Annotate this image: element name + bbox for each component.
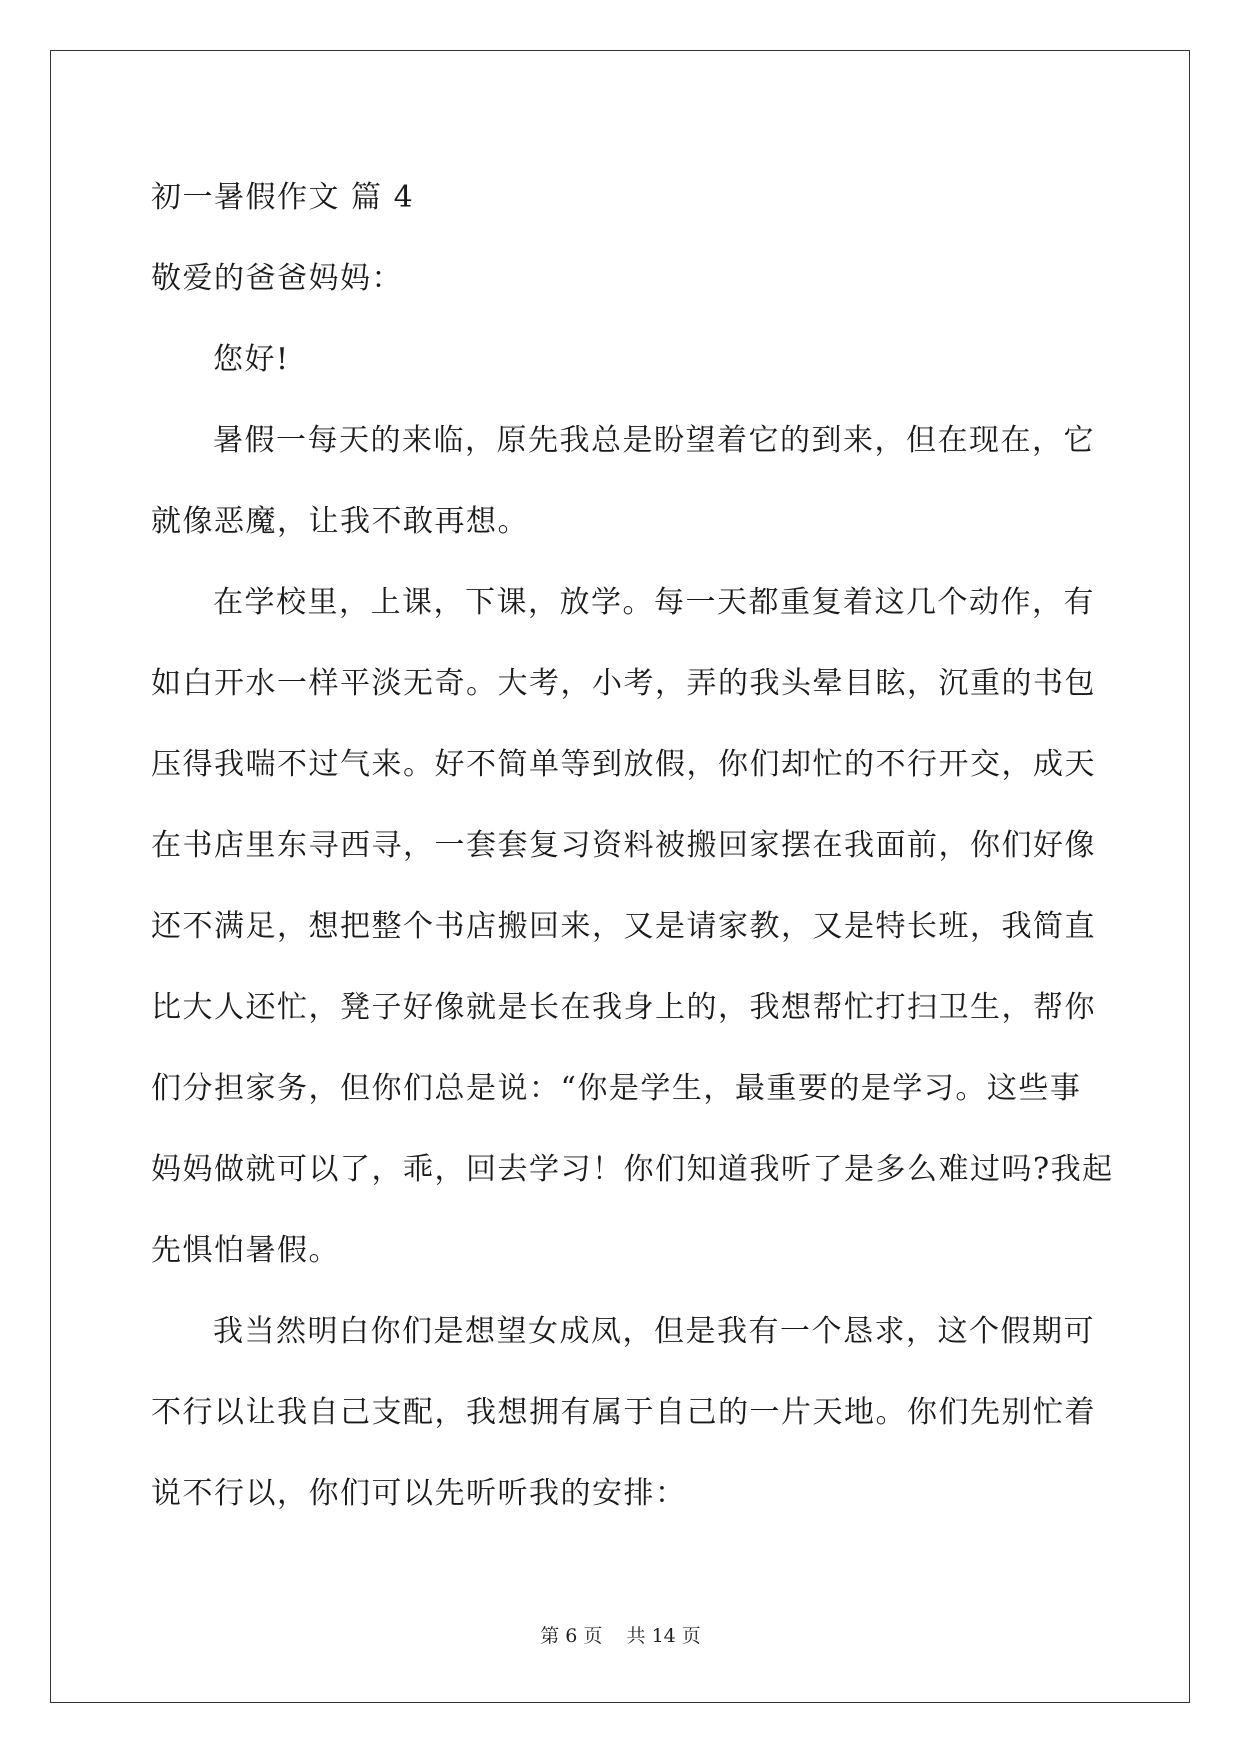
text-line: 说不行以，你们可以先听听我的安排： — [151, 1476, 687, 1511]
paragraph-3 — [151, 1302, 1096, 1524]
text-line: 暑假一每天的来临，原先我总是盼望着它的到来，但在现在，它 — [213, 423, 1095, 458]
paragraph-1 — [151, 411, 1095, 552]
greeting: 您好! — [213, 342, 290, 377]
essay-title: 初一暑假作文 篇 4 — [151, 180, 415, 215]
text-line: 比大人还忙，凳子好像就是长在我身上的，我想帮忙打扫卫生，帮你 — [151, 990, 1096, 1025]
page-number-footer: 第 6 页 共 14 页 — [540, 1625, 701, 1647]
text-line: 如白开水一样平淡无奇。大考，小考，弄的我头晕目眩，沉重的书包 — [151, 666, 1096, 701]
text-line: 不行以让我自己支配，我想拥有属于自己的一片天地。你们先别忙着 — [151, 1395, 1096, 1430]
text-line: 压得我喘不过气来。好不简单等到放假，你们却忙的不行开交，成天 — [151, 747, 1096, 782]
document-body — [151, 168, 1114, 1524]
text-line: 们分担家务，但你们总是说：“你是学生，最重要的是学习。这些事 — [151, 1071, 1082, 1106]
text-line: 在学校里，上课，下课，放学。每一天都重复着这几个动作，有 — [213, 585, 1095, 620]
text-line: 还不满足，想把整个书店搬回来，又是请家教，又是特长班，我简直 — [151, 909, 1096, 944]
text-line: 先惧怕暑假。 — [151, 1233, 340, 1268]
text-line: 我当然明白你们是想望女成凤，但是我有一个恳求，这个假期可 — [213, 1314, 1095, 1349]
text-line: 妈妈做就可以了，乖，回去学习！你们知道我听了是多么难过吗?我起 — [151, 1152, 1114, 1187]
salutation: 敬爱的爸爸妈妈： — [151, 261, 403, 296]
paragraph-2 — [151, 573, 1114, 1281]
text-line: 在书店里东寻西寻，一套套复习资料被搬回家摆在我面前，你们好像 — [151, 828, 1096, 863]
text-line: 就像恶魔，让我不敢再想。 — [151, 504, 529, 539]
